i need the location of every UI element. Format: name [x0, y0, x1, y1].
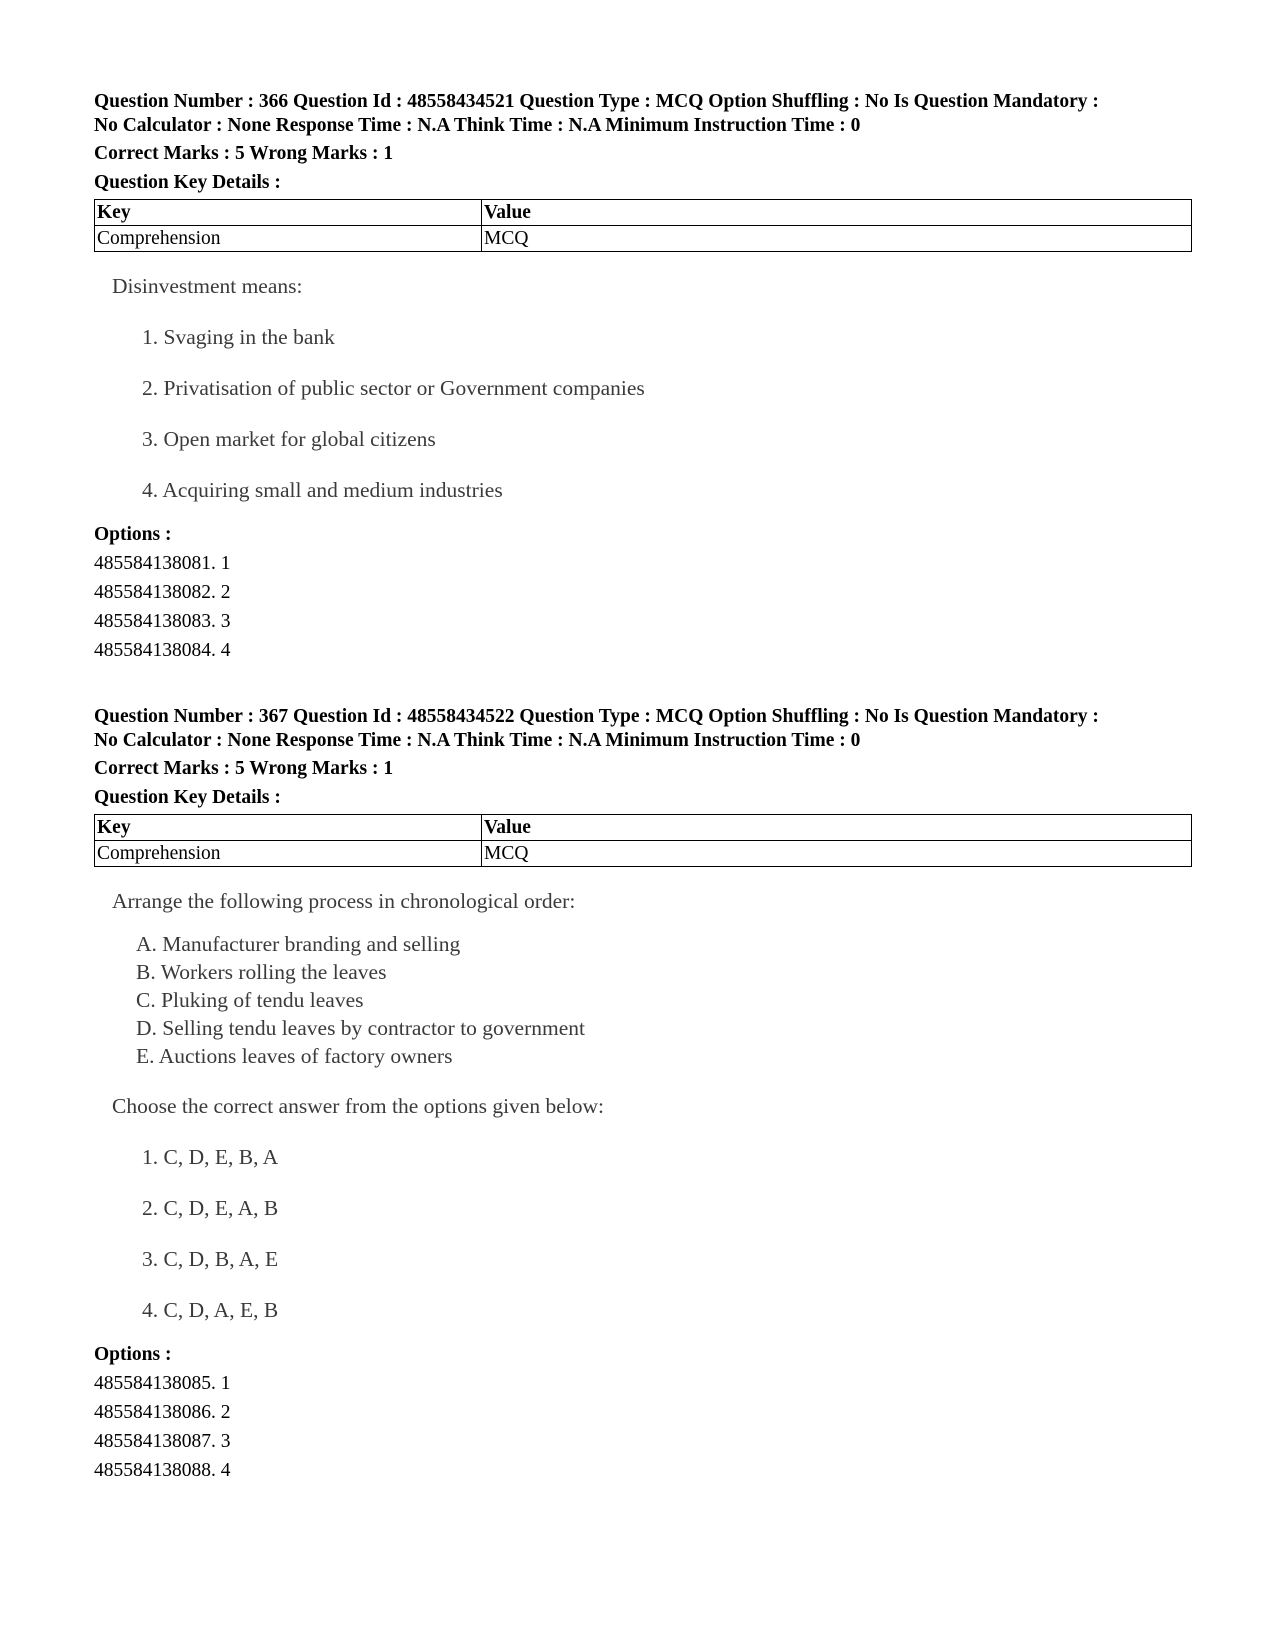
- table-header-key: Key: [95, 200, 482, 226]
- question-marks: Correct Marks : 5 Wrong Marks : 1: [94, 143, 394, 164]
- table-cell-key: Comprehension: [95, 226, 482, 252]
- sequence-items: [94, 930, 1194, 1070]
- option-item: 485584138087. 3: [94, 1431, 231, 1452]
- question-instruction: Choose the correct answer from the options given below:: [112, 1094, 604, 1118]
- question-choice: 2. Privatisation of public sector or Government companies: [142, 376, 645, 400]
- table-row: [95, 226, 1192, 252]
- question-choice: 4. Acquiring small and medium industries: [142, 478, 503, 502]
- question-choice: 2. C, D, E, A, B: [142, 1196, 279, 1220]
- table-header-value: Value: [482, 200, 1192, 226]
- table-cell-value: MCQ: [482, 226, 1192, 252]
- option-item: 485584138085. 1: [94, 1373, 231, 1394]
- sequence-item: E. Auctions leaves of factory owners: [136, 1044, 453, 1068]
- option-item: 485584138086. 2: [94, 1402, 231, 1423]
- options-list: [94, 549, 1194, 665]
- table-cell-key: Comprehension: [95, 841, 482, 867]
- question-choice: 3. Open market for global citizens: [142, 427, 436, 451]
- key-details-label: Question Key Details :: [94, 787, 281, 808]
- sequence-item: D. Selling tendu leaves by contractor to government: [136, 1016, 585, 1040]
- question-choice: 1. Svaging in the bank: [142, 325, 335, 349]
- question-stem: Arrange the following process in chronological order:: [112, 889, 576, 913]
- option-item: 485584138084. 4: [94, 640, 231, 661]
- question-image: [94, 274, 1194, 503]
- table-header-value: Value: [482, 815, 1192, 841]
- question-meta-line-1: Question Number : 367 Question Id : 48558434522 Question Type : MCQ Option Shuffling : No Is Question Mandatory :: [94, 706, 1099, 727]
- question-choice: 1. C, D, E, B, A: [142, 1145, 279, 1169]
- question-meta-line-2: No Calculator : None Response Time : N.A Think Time : N.A Minimum Instruction Time : 0: [94, 730, 861, 751]
- option-item: 485584138083. 3: [94, 611, 231, 632]
- question-meta-line-2: No Calculator : None Response Time : N.A Think Time : N.A Minimum Instruction Time : 0: [94, 115, 861, 136]
- question-meta-line-1: Question Number : 366 Question Id : 48558434521 Question Type : MCQ Option Shuffling : No Is Question Mandatory :: [94, 91, 1099, 112]
- question-stem: Disinvestment means:: [112, 274, 303, 298]
- document-page: [94, 90, 1194, 1485]
- question-choice: 3. C, D, B, A, E: [142, 1247, 279, 1271]
- question-image: [94, 889, 1194, 1323]
- option-item: 485584138082. 2: [94, 582, 231, 603]
- key-details-table: [94, 814, 1192, 867]
- table-row: [95, 841, 1192, 867]
- table-header-row: [95, 200, 1192, 226]
- sequence-item: B. Workers rolling the leaves: [136, 960, 387, 984]
- sequence-item: C. Pluking of tendu leaves: [136, 988, 364, 1012]
- table-cell-value: MCQ: [482, 841, 1192, 867]
- key-details-table: [94, 199, 1192, 252]
- table-header-key: Key: [95, 815, 482, 841]
- options-label: Options :: [94, 524, 172, 545]
- question-marks: Correct Marks : 5 Wrong Marks : 1: [94, 758, 394, 779]
- question-block-366: [94, 90, 1194, 665]
- options-list: [94, 1369, 1194, 1485]
- option-item: 485584138088. 4: [94, 1460, 231, 1481]
- sequence-item: A. Manufacturer branding and selling: [136, 932, 461, 956]
- question-block-367: [94, 705, 1194, 1485]
- key-details-label: Question Key Details :: [94, 172, 281, 193]
- question-choice: 4. C, D, A, E, B: [142, 1298, 279, 1322]
- table-header-row: [95, 815, 1192, 841]
- option-item: 485584138081. 1: [94, 553, 231, 574]
- options-label: Options :: [94, 1344, 172, 1365]
